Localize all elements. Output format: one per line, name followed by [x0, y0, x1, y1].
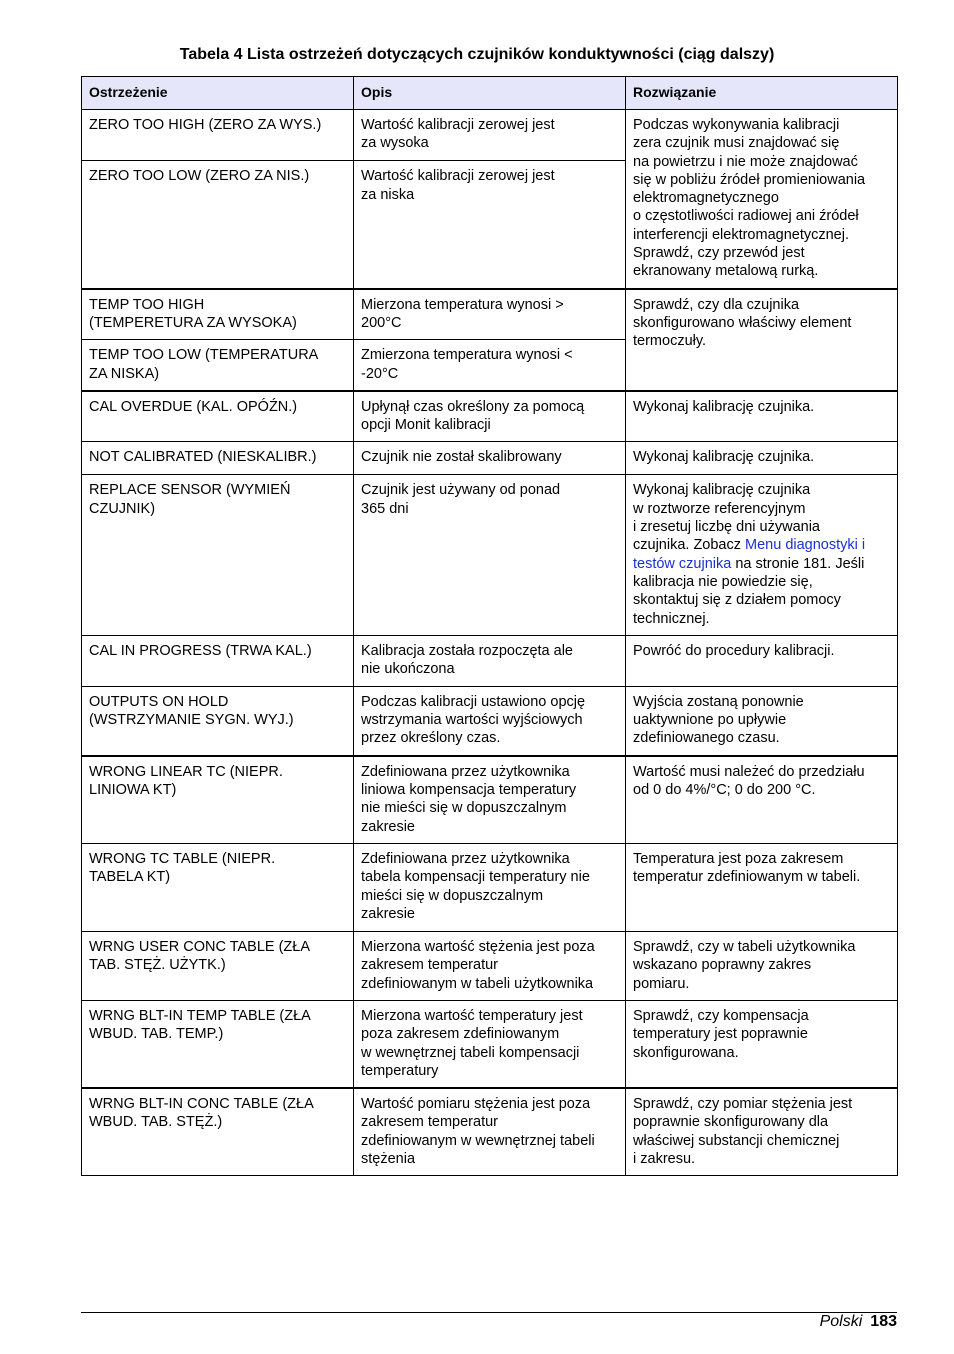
table-row: [82, 110, 898, 161]
solution-cell: Sprawdź, czy w tabeli użytkownika wskazano poprawny zakres pomiaru.: [626, 931, 898, 1000]
solution-cell: Sprawdź, czy pomiar stężenia jest poprawnie skonfigurowany dla właściwej substancji chemicznej i zakresu.: [626, 1088, 898, 1176]
table-row: [82, 635, 898, 686]
warning-cell: ZERO TOO HIGH (ZERO ZA WYS.): [82, 110, 354, 161]
description-cell: Mierzona wartość temperatury jest poza zakresem zdefiniowanym w wewnętrznej tabeli kompensacji temperatury: [354, 1000, 626, 1088]
warning-cell: REPLACE SENSOR (WYMIEŃ CZUJNIK): [82, 475, 354, 635]
table-title: Tabela 4 Lista ostrzeżeń dotyczących czujników konduktywności (ciąg dalszy): [179, 46, 775, 63]
description-cell: Podczas kalibracji ustawiono opcję wstrzymania wartości wyjściowych przez określony czas.: [354, 686, 626, 755]
description-cell: Mierzona wartość stężenia jest poza zakresem temperatur zdefiniowanym w tabeli użytkownika: [354, 931, 626, 1000]
description-cell: Zmierzona temperatura wynosi < -20°C: [354, 340, 626, 391]
table-row: [82, 686, 898, 755]
table-row: [82, 931, 898, 1000]
warning-cell: OUTPUTS ON HOLD (WSTRZYMANIE SYGN. WYJ.): [82, 686, 354, 755]
warning-cell: CAL IN PROGRESS (TRWA KAL.): [82, 635, 354, 686]
warning-cell: NOT CALIBRATED (NIESKALIBR.): [82, 442, 354, 475]
description-cell: Mierzona temperatura wynosi > 200°C: [354, 289, 626, 340]
table-row: [82, 1000, 898, 1088]
table-row: [82, 756, 898, 844]
solution-cell: Sprawdź, czy kompensacja temperatury jest poprawnie skonfigurowana.: [626, 1000, 898, 1088]
table-row: [82, 289, 898, 340]
warning-cell: WRNG USER CONC TABLE (ZŁA TAB. STĘŻ. UŻYTK.): [82, 931, 354, 1000]
solution-cell: Wykonaj kalibrację czujnika.: [626, 442, 898, 475]
warning-cell: WRNG BLT-IN CONC TABLE (ZŁA WBUD. TAB. STĘŻ.): [82, 1088, 354, 1176]
description-cell: Wartość kalibracji zerowej jest za niska: [354, 161, 626, 289]
table-row: [82, 475, 898, 635]
description-cell: Czujnik nie został skalibrowany: [354, 442, 626, 475]
description-cell: Czujnik jest używany od ponad 365 dni: [354, 475, 626, 635]
solution-cell: Podczas wykonywania kalibracji zera czujnik musi znajdować się na powietrzu i nie może znajdować się w pobliżu źródeł promieniowania elektromagnetycznego o częstotliwości radiowej ani źródeł interferencji elektromagnetycznej. Sprawdź, czy przewód jest ekranowany metalową rurką.: [626, 110, 898, 289]
solution-cell: Wartość musi należeć do przedziału od 0 do 4%/°C; 0 do 200 °C.: [626, 756, 898, 844]
page-number: 183: [870, 1313, 897, 1330]
table-row: [82, 1088, 898, 1176]
header-warning: Ostrzeżenie: [82, 77, 354, 110]
footer-language: Polski: [819, 1313, 863, 1330]
description-cell: Zdefiniowana przez użytkownika liniowa kompensacja temperatury nie mieści się w dopuszczalnym zakresie: [354, 756, 626, 844]
solution-cell: [626, 475, 898, 635]
warning-cell: TEMP TOO LOW (TEMPERATURA ZA NISKA): [82, 340, 354, 391]
description-cell: Wartość pomiaru stężenia jest poza zakresem temperatur zdefiniowanym w wewnętrznej tabeli stężenia: [354, 1088, 626, 1176]
warning-cell: ZERO TOO LOW (ZERO ZA NIS.): [82, 161, 354, 289]
table-row: [82, 391, 898, 442]
solution-text-after: na stronie 181. Jeśli kalibracja nie powiedzie się, skontaktuj się z działem pomocy technicznej.: [633, 555, 865, 627]
footer-divider: [81, 1312, 897, 1313]
table-row: [82, 843, 898, 931]
solution-cell: Powróć do procedury kalibracji.: [626, 635, 898, 686]
warning-cell: WRNG BLT-IN TEMP TABLE (ZŁA WBUD. TAB. TEMP.): [82, 1000, 354, 1088]
warning-cell: CAL OVERDUE (KAL. OPÓŹN.): [82, 391, 354, 442]
solution-cell: Wyjścia zostaną ponownie uaktywnione po upływie zdefiniowanego czasu.: [626, 686, 898, 755]
warning-cell: TEMP TOO HIGH (TEMPERETURA ZA WYSOKA): [82, 289, 354, 340]
warning-cell: WRONG LINEAR TC (NIEPR. LINIOWA KT): [82, 756, 354, 844]
solution-cell: Temperatura jest poza zakresem temperatur zdefiniowanym w tabeli.: [626, 843, 898, 931]
description-cell: Upłynął czas określony za pomocą opcji Monit kalibracji: [354, 391, 626, 442]
description-cell: Wartość kalibracji zerowej jest za wysoka: [354, 110, 626, 161]
header-solution: Rozwiązanie: [626, 77, 898, 110]
warnings-table: [81, 76, 898, 1176]
solution-cell: Sprawdź, czy dla czujnika skonfigurowano właściwy element termoczuły.: [626, 289, 898, 391]
table-header-row: [82, 77, 898, 110]
warning-cell: WRONG TC TABLE (NIEPR. TABELA KT): [82, 843, 354, 931]
solution-text-before: Wykonaj kalibrację czujnika w roztworze referencyjnym i zresetuj liczbę dni używania czujnika. Zobacz: [633, 482, 820, 554]
description-cell: Zdefiniowana przez użytkownika tabela kompensacji temperatury nie mieści się w dopuszczalnym zakresie: [354, 843, 626, 931]
description-cell: Kalibracja została rozpoczęta ale nie ukończona: [354, 635, 626, 686]
table-row: [82, 442, 898, 475]
header-description: Opis: [354, 77, 626, 110]
solution-cell: Wykonaj kalibrację czujnika.: [626, 391, 898, 442]
sensor-diagnostics-link[interactable]: Menu diagnostyki i testów czujnika: [633, 537, 866, 572]
page-footer: [820, 1312, 897, 1332]
